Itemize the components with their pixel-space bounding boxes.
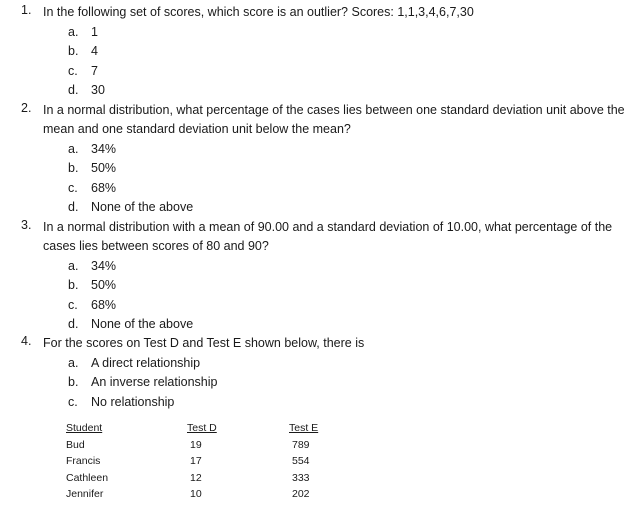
option <box>0 276 600 296</box>
cell-student: Bud <box>66 438 85 451</box>
option-text: A direct relationship <box>91 355 201 370</box>
question-text: For the scores on Test D and Test E shown below, there is <box>43 336 365 350</box>
option-text: 50% <box>91 278 117 292</box>
option-text: None of the above <box>91 317 194 331</box>
cell-test-e: 202 <box>292 488 310 501</box>
option-letter: a. <box>68 141 79 156</box>
option-letter: c. <box>68 297 78 312</box>
cell-test-e: 554 <box>292 455 310 468</box>
option <box>0 179 600 199</box>
option-text: None of the above <box>91 200 194 214</box>
option-text: 68% <box>91 180 117 195</box>
scores-table <box>66 420 342 503</box>
option-letter: b. <box>68 278 79 292</box>
cell-test-d: 12 <box>190 471 202 484</box>
cell-test-d: 17 <box>190 455 202 468</box>
question-text: In the following set of scores, which score is an outlier? Scores: 1,1,3,4,6,7,30 <box>43 5 474 19</box>
option-text: 68% <box>91 297 117 312</box>
option-letter: b. <box>68 161 79 175</box>
question-number: 4. <box>21 334 32 348</box>
cell-test-d: 10 <box>190 488 202 501</box>
question-4-options <box>0 354 600 413</box>
option-letter: d. <box>68 200 79 214</box>
cell-student: Francis <box>66 455 101 468</box>
cell-test-e: 789 <box>292 438 310 451</box>
option-text: 34% <box>91 141 117 156</box>
table-header-row <box>66 420 342 437</box>
option-letter: c. <box>68 63 78 78</box>
option-text: 4 <box>91 44 98 58</box>
option-letter: b. <box>68 375 79 389</box>
question-2-options <box>0 140 600 218</box>
option <box>0 198 600 218</box>
column-header-test-e: Test E <box>289 422 319 435</box>
option-text: 7 <box>91 63 98 78</box>
question-1-options <box>0 23 600 101</box>
option <box>0 62 600 82</box>
cell-student: Cathleen <box>66 471 109 484</box>
question-3-options <box>0 257 600 335</box>
option <box>0 23 600 43</box>
cell-test-e: 333 <box>292 471 310 484</box>
table-row <box>66 453 342 470</box>
option-text: No relationship <box>91 394 175 409</box>
table-row <box>66 470 342 487</box>
cell-student: Jennifer <box>66 488 104 501</box>
option-letter: a. <box>68 258 79 273</box>
option <box>0 257 600 277</box>
option <box>0 159 600 179</box>
question-number: 1. <box>21 3 32 17</box>
option <box>0 354 600 374</box>
column-header-student: Student <box>66 422 103 435</box>
option <box>0 393 600 413</box>
option-letter: c. <box>68 394 78 409</box>
option-letter: b. <box>68 44 79 58</box>
option-letter: d. <box>68 317 79 331</box>
question-text: In a normal distribution with a mean of 90.00 and a standard deviation of 10.00, what percentage of the cases lies between scores of 80 and 90? <box>43 219 613 253</box>
question-number: 2. <box>21 100 32 115</box>
table-row <box>66 486 342 503</box>
option-letter: a. <box>68 355 79 370</box>
option-text: 1 <box>91 24 98 39</box>
option <box>0 315 600 335</box>
column-header-test-d: Test D <box>187 422 217 435</box>
question-text: In a normal distribution, what percentage of the cases lies between one standard deviation unit above the mean and one standard deviation unit below the mean? <box>43 102 625 136</box>
option-text: 30 <box>91 83 105 97</box>
cell-test-d: 19 <box>190 438 202 451</box>
option <box>0 140 600 160</box>
question-number: 3. <box>21 217 32 232</box>
option-text: 34% <box>91 258 117 273</box>
option-letter: c. <box>68 180 78 195</box>
option-letter: a. <box>68 24 79 39</box>
option <box>0 81 600 101</box>
option-letter: d. <box>68 83 79 97</box>
option <box>0 373 600 393</box>
option <box>0 296 600 316</box>
option-text: 50% <box>91 161 117 175</box>
option <box>0 42 600 62</box>
option-text: An inverse relationship <box>91 375 218 389</box>
table-row <box>66 437 342 454</box>
